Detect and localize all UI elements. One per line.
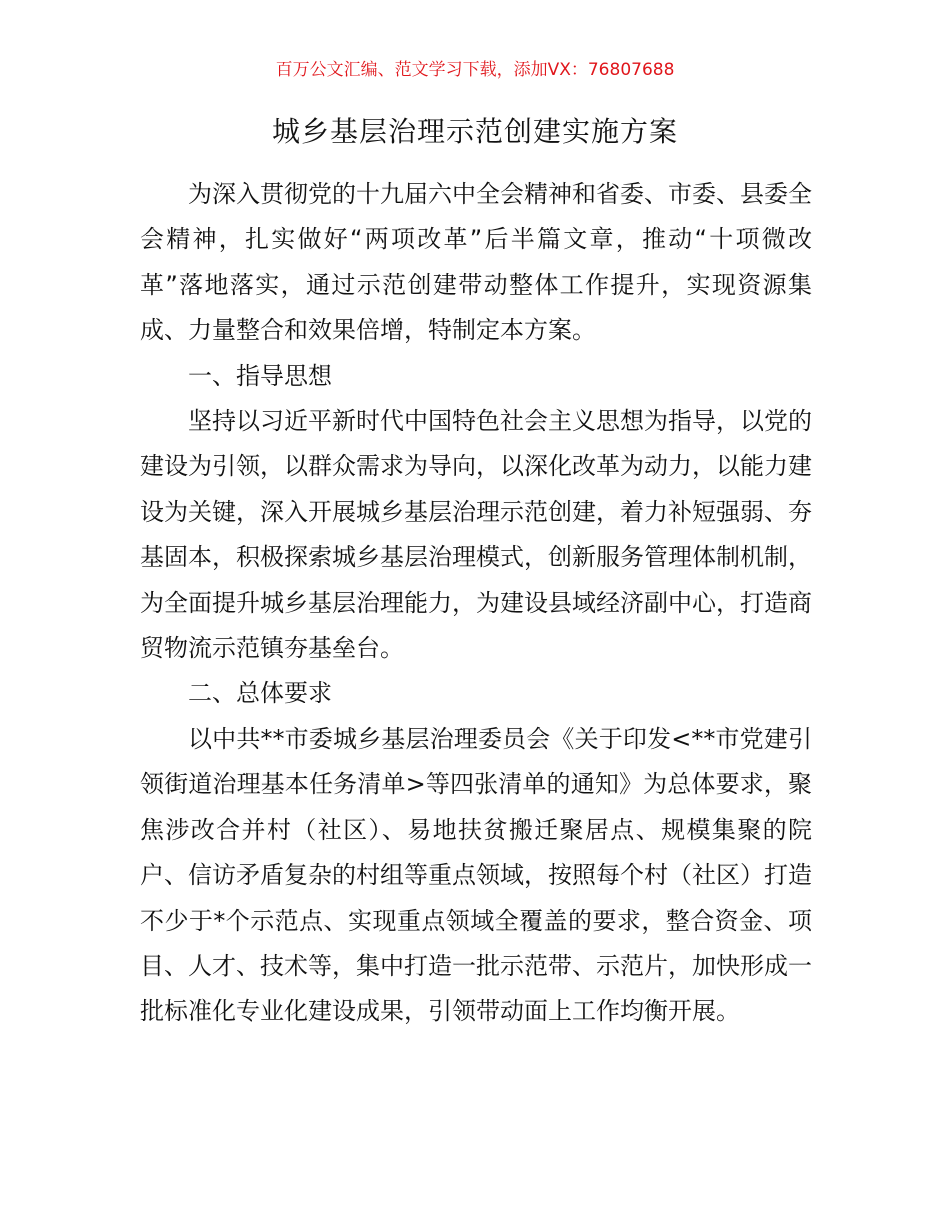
watermark-header: 百万公文汇编、范文学习下载，添加VX：76807688	[275, 60, 675, 80]
page-title: 城乡基层治理示范创建实施方案	[271, 115, 678, 148]
section-paragraph-general-requirements: 以中共**市委城乡基层治理委员会《关于印发<**市党建引领街道治理基本任务清单>等四张清单的通知》为总体要求，聚焦涉改合并村（社区）、易地扶贫搬迁聚居点、规模集聚的院户、信访矛盾复杂的村组等重点领域，按照每个村（社区）打造不少于*个示范点、实现重点领域全覆盖的要求，整合资金、项目、人才、技术等，集中打造一批示范带、示范片，加快形成一批标准化专业化建设成果，引领带动面上工作均衡开展。	[140, 724, 812, 1026]
section-heading-guiding-ideology: 一、指导思想	[188, 361, 332, 390]
section-heading-general-requirements: 二、总体要求	[188, 679, 332, 708]
intro-paragraph: 为深入贯彻党的十九届六中全会精神和省委、市委、县委全会精神，扎实做好“两项改革”后半篇文章，推动“十项微改革”落地落实，通过示范创建带动整体工作提升，实现资源集成、力量整合和效果倍增，特制定本方案。	[140, 180, 812, 345]
document-body	[140, 172, 812, 1035]
section-paragraph-guiding-ideology: 坚持以习近平新时代中国特色社会主义思想为指导，以党的建设为引领，以群众需求为导向，以深化改革为动力，以能力建设为关键，深入开展城乡基层治理示范创建，着力补短强弱、夯基固本，积极探索城乡基层治理模式，创新服务管理体制机制，为全面提升城乡基层治理能力，为建设县域经济副中心，打造商贸物流示范镇夯基垒台。	[140, 407, 812, 663]
